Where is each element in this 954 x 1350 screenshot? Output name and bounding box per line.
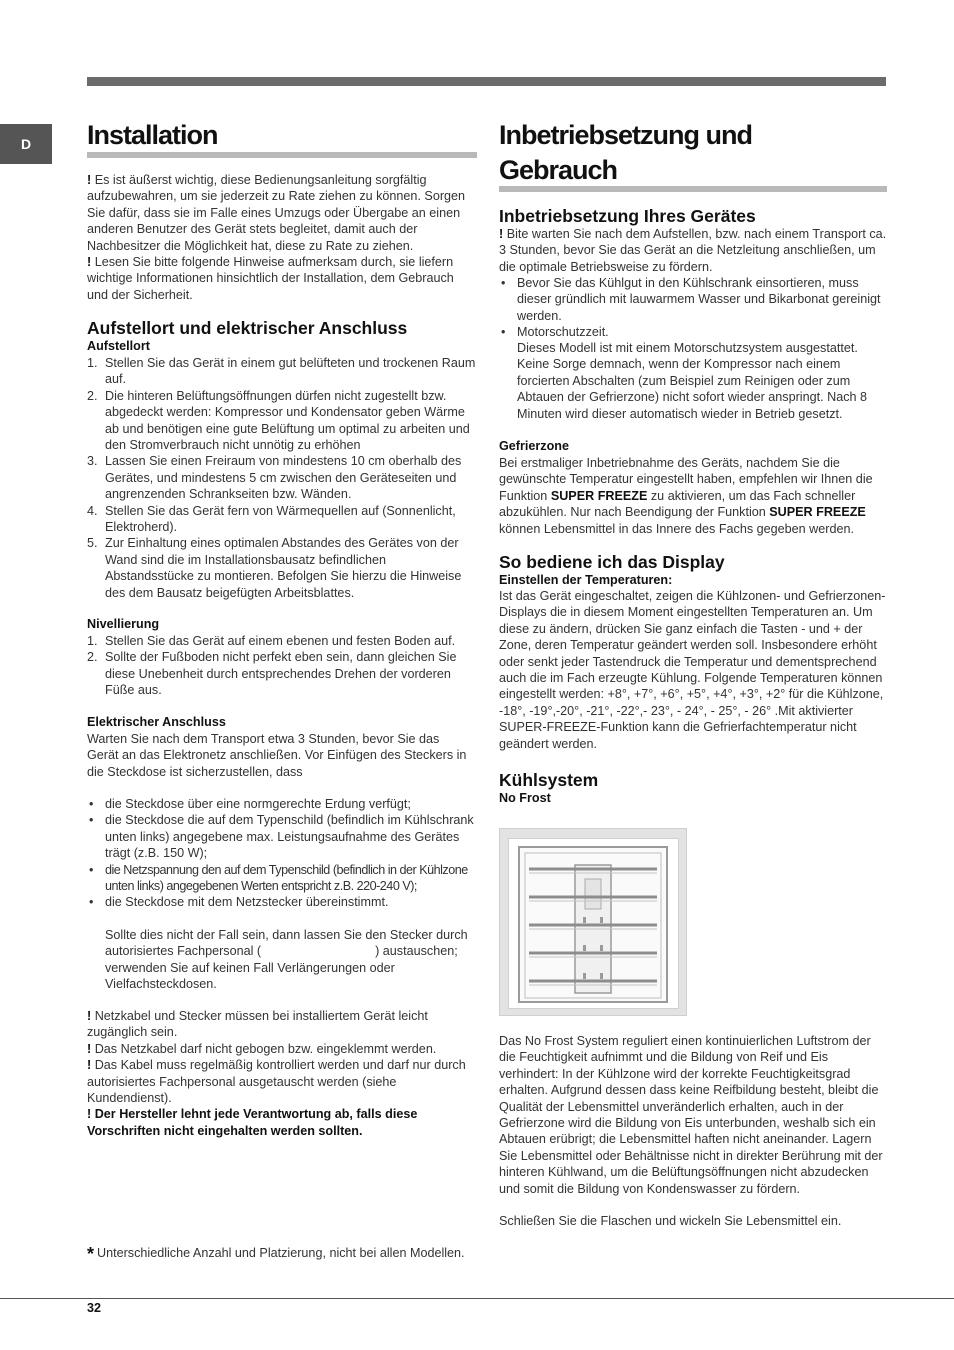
list-item: 2. Die hinteren Belüftungsöffnungen dürfen nicht zugestellt bzw. abgedeckt werden: Kompressor und Kondensator geben Wärme ab und benötigen eine gute Belüftung um optimal zu arbeiten und den Stromverbrauch nicht unnötig zu erhöhen — [87, 388, 470, 453]
nofrost-text: Das No Frost System reguliert einen kontinuierlichen Luftstrom der die Feuchtigkeit aufnimmt und die Bildung von Reif und Eis verhindert: In der Kühlzone wird der korrekte Feuchtigkeitsgrad erhalten. Aufgrund dessen dass keine Reifbildung besteht, bleibt die Qualität der Lebensmittel unveränderlich erhalten, auch in der Gefrierzone wird die Bildung von Eis unterbunden, weshalb sich ein Abtauen erübrigt; die Lebensmittel haften nicht aneinander. Lagern Sie Lebensmittel oder Behältnisse nicht in direkter Berührung mit der hinteren Kühlwand, um die Belüftungsöffnungen nicht abzudecken und somit die Bildung von Kondenswasser zu fördern. — [499, 1034, 883, 1196]
list-item: • Motorschutzzeit. — [501, 325, 609, 340]
list-item: 2. Sollte der Fußboden nicht perfekt eben sein, dann gleichen Sie diese Unebenheit durch entsprechendes Drehen der vorderen Füße aus. — [87, 650, 457, 698]
title-underline — [87, 152, 477, 158]
warning-2: ! Das Netzkabel darf nicht gebogen bzw. eingeklemmt werden. — [87, 1041, 437, 1056]
inbetrieb-text: ! Bite warten Sie nach dem Aufstellen, bzw. nach einem Transport ca. 3 Stunden, bevor Sie das Gerät an die Netzleitung anschließen, um die optimale Betriebsweise zu fördern. — [499, 227, 887, 274]
installation-title: Installation — [87, 120, 218, 150]
warning-3: ! Das Kabel muss regelmäßig kontrolliert werden und darf nur durch autorisiertes Fachpersonal ausgetauscht werden (siehe Kundendienst). — [87, 1058, 466, 1106]
list-item: 1. Stellen Sie das Gerät auf einem ebenen und festen Boden auf. — [87, 634, 456, 648]
aufstellort-subtitle: Aufstellort — [87, 339, 150, 353]
intro-paragraph-1: ! Es ist äußerst wichtig, diese Bedienungsanleitung sorgfältig aufzubewahren, um sie jederzeit zu Rate ziehen zu können. Sorgen Sie dafür, dass sie im Falle eines Umzugs oder Übergabe an einen anderen Benutzer des Gerät stets begleitet, damit auch der Nachbesitzer die Möglichkeit hat, diese zu Rate zu ziehen. — [87, 173, 466, 253]
page-number: 32 — [87, 1301, 102, 1315]
list-item: • die Steckdose mit dem Netzstecker übereinstimmt. — [89, 895, 389, 910]
list-item: 3. Lassen Sie einen Freiraum von mindestens 10 cm oberhalb des Gerätes, und mindestens 5 cm zwischen den Geräteseiten und angrenzenden Schrankseiten bzw. Wänden. — [87, 454, 462, 502]
fridge-illustration — [499, 828, 687, 1016]
final-warning: ! Der Hersteller lehnt jede Verantwortung ab, falls diese Vorschriften nicht eingehalten werden sollten. — [87, 1107, 418, 1138]
kuehlsystem-title: Kühlsystem — [499, 770, 599, 790]
intro-paragraph-2: ! Lesen Sie bitte folgende Hinweise aufmerksam durch, sie liefern wichtige Informationen hinsichtlich der Installation, dem Gebrauch und der Sicherheit. — [87, 255, 454, 302]
inbetrieb-bullets — [499, 275, 887, 341]
gefrierzone-subtitle: Gefrierzone — [499, 439, 569, 453]
gefrierzone-text: Bei erstmaliger Inbetriebnahme des Geräts, nachdem Sie die gewünschte Temperatur eingestellt haben, empfehlen wir Ihnen die Funktion SUPER FREEZE zu aktivieren, um das Fach schneller abzukühlen. Nur nach Beendigung der Funktion SUPER FREEZE können Lebensmittel in das Innere des Fachs gegeben werden. — [499, 456, 873, 536]
title-underline — [499, 186, 887, 192]
warnings-block — [87, 1008, 472, 1139]
elektrisch-bullets — [87, 796, 477, 911]
aufstellort-list — [87, 355, 477, 601]
elektrisch-text: Warten Sie nach dem Transport etwa 3 Stunden, bevor Sie das Gerät an das Elektronetz anschließen. Vor Einfügen des Steckers in die Steckdose ist sicherzustellen, dass — [87, 732, 467, 779]
footnote: * Unterschiedliche Anzahl und Platzierung, nicht bei allen Modellen. — [87, 1244, 465, 1264]
list-item: • Bevor Sie das Kühlgut in den Kühlschrank einsortieren, muss dieser gründlich mit lauwarmem Wasser und Bikarbonat gereinigt werden. — [501, 276, 881, 323]
display-section-title: So bediene ich das Display — [499, 552, 725, 572]
inbetriebsetzung-title: Inbetriebsetzung und Gebrauch — [499, 120, 752, 185]
warning-1: ! Netzkabel und Stecker müssen bei installiertem Gerät leicht zugänglich sein. — [87, 1009, 428, 1040]
list-item: 1. Stellen Sie das Gerät in einem gut belüfteten und trockenen Raum auf. — [87, 356, 476, 387]
display-text: Ist das Gerät eingeschaltet, zeigen die Kühlzonen- und Gefrierzonen-Displays die in diesem Moment eingestellten Temperaturen an. Um diese zu ändern, drücken Sie ganz einfach die Tasten - und + der Zone, deren Temperatur geändert werden soll. Insbesondere erhöht oder senkt jeder Tastendruck die Temperatur und dementsprechend auch die im Fach erzeugte Kühlung. Folgende Temperaturen können eingestellt werden: +8°, +7°, +6°, +5°, +4°, +3°, +2° für die Kühlzone, -18°, -19°,-20°, -21°, -22°,- 23°, - 24°, - 25°, - 26° .Mit aktivierter SUPER-FREEZE-Funktion kann die Gefrierfachtemperatur nicht geändert werden. — [499, 589, 886, 751]
nofrost-subtitle: No Frost — [499, 791, 551, 805]
list-item: 4. Stellen Sie das Gerät fern von Wärmequellen auf (Sonnenlicht, Elektroherd). — [87, 503, 456, 535]
display-subtitle: Einstellen der Temperaturen: — [499, 573, 673, 587]
motorschutz-text: Dieses Modell ist mit einem Motorschutzsystem ausgestattet. Keine Sorge demnach, wenn der Kompressor nach einem forcierten Abschalten (zum Beispiel zum Reinigen oder zum Abtauen der Gefrierzone) nicht sofort wieder anspringt. Nach 8 Minuten wird dieser automatisch wieder in Betrieb gesetzt. — [517, 341, 868, 421]
fridge-interior-icon — [508, 838, 679, 1009]
list-item: • die Netzspannung den auf dem Typenschild (befindlich in der Kühlzone unten links) angegebenen Werten entspricht z.B. 220-240 V); — [89, 862, 468, 894]
section-aufstellort-title: Aufstellort und elektrischer Anschluss — [87, 318, 408, 338]
fridge-drawing — [509, 839, 678, 1008]
elektrisch-subtitle: Elektrischer Anschluss — [87, 715, 226, 729]
nivellierung-subtitle: Nivellierung — [87, 617, 160, 631]
inbetrieb-section-title: Inbetriebsetzung Ihres Gerätes — [499, 206, 756, 226]
elektrisch-continuation: Sollte dies nicht der Fall sein, dann lassen Sie den Stecker durch autorisiertes Fachpersonal ( ) austauschen; verwenden Sie auf keinen Fall Verlängerungen oder Vielfachsteckdosen. — [105, 928, 468, 992]
header-bar — [87, 77, 886, 86]
nivellierung-list — [87, 633, 477, 699]
language-tab: D — [0, 124, 52, 164]
intro-block — [87, 172, 477, 303]
list-item: • die Steckdose die auf dem Typenschild (befindlich im Kühlschrank unten links) angegebene max. Leistungsaufnahme des Gerätes trägt (z.B. 150 W); — [89, 813, 474, 861]
nofrost-text-2: Schließen Sie die Flaschen und wickeln Sie Lebensmittel ein. — [499, 1214, 842, 1228]
footer-rule — [0, 1298, 954, 1299]
list-item: 5. Zur Einhaltung eines optimalen Abstandes des Gerätes von der Wand sind die im Installationsbausatz befindlichen Abstandsstücke zu montieren. Befolgen Sie hierzu die Hinweise des dem Bausatz beigefügten Arbeitsblattes. — [87, 536, 462, 600]
list-item: • die Steckdose über eine normgerechte Erdung verfügt; — [89, 797, 411, 811]
